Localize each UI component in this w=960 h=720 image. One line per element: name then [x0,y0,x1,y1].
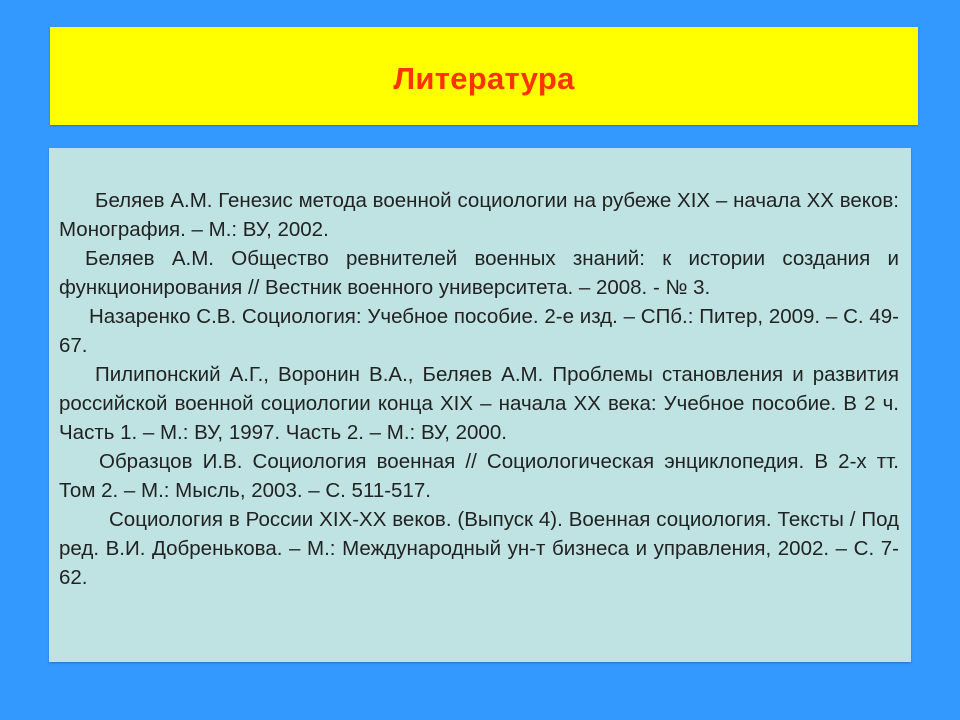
reference-item-6: Социология в России XIX-XX веков. (Выпуск 4). Военная социология. Тексты / Под ред. В.И. Добренькова. – М.: Международный ун-т бизнеса и управления, 2002. – С. 7-62. [59,508,899,589]
reference-item-4: Пилипонский А.Г., Воронин В.А., Беляев А.М. Проблемы становления и развития российской военной социологии конца XIX – начала XX века: Учебное пособие. В 2 ч. Часть 1. – М.: ВУ, 1997. Часть 2. – М.: ВУ, 2000. [59,363,899,444]
slide-title: Литература [393,61,575,96]
reference-item-2: Беляев А.М. Общество ревнителей военных знаний: к истории создания и функционирования // Вестник военного университета. – 2008. - № 3. [59,247,899,299]
reference-item-5: Образцов И.В. Социология военная // Социологическая энциклопедия. В 2-х тт. Том 2. – М.: Мысль, 2003. – С. 511-517. [59,450,899,502]
reference-item-3: Назаренко С.В. Социология: Учебное пособие. 2-е изд. – СПб.: Питер, 2009. – С. 49-67. [59,305,899,357]
title-banner [50,27,918,125]
references-panel [49,148,911,662]
reference-item-1: Беляев А.М. Генезис метода военной социологии на рубеже XIX – начала XX веков: Монография. – М.: ВУ, 2002. [59,189,899,241]
reference-list [59,186,899,592]
